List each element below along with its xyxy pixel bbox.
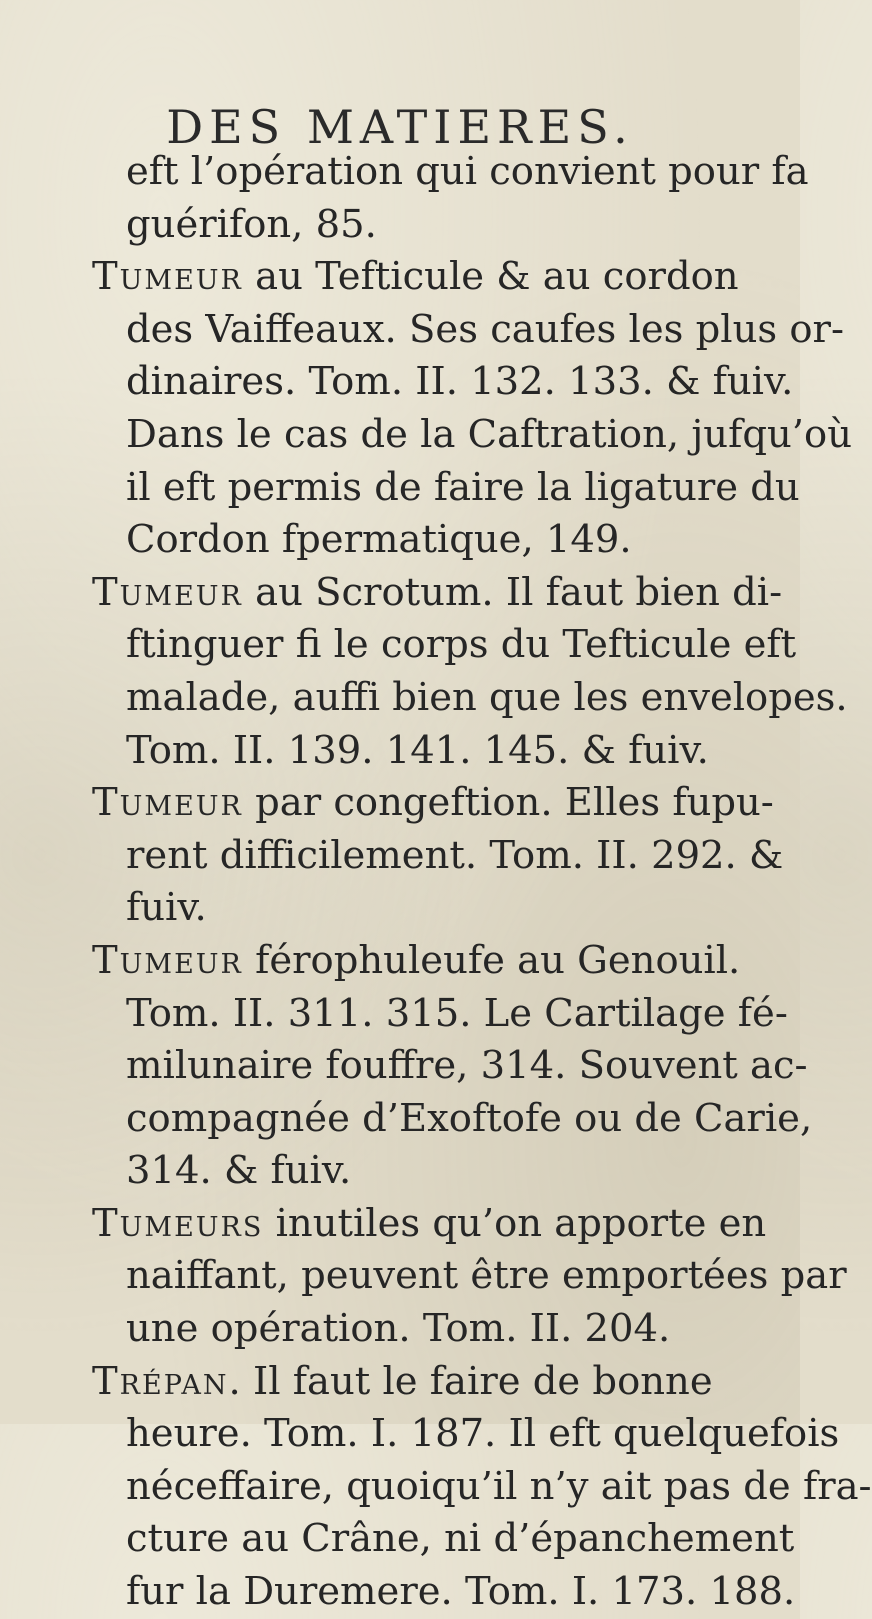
entry-text: il eft permis de faire la ligature du: [126, 464, 800, 510]
index-entries: [92, 146, 872, 1619]
index-entry-continuation: [92, 146, 809, 251]
entry-headword: Tumeur: [92, 780, 243, 826]
entry-text: au Tefticule & au cordon: [242, 254, 739, 300]
entry-text: 314. & fuiv.: [126, 1148, 352, 1194]
index-entry-tumeur-testicule: [92, 251, 852, 567]
text-line: [92, 1566, 796, 1619]
text-line: [92, 462, 800, 515]
entry-text: férophuleufe au Genouil.: [242, 937, 741, 983]
text-line: [92, 935, 764, 988]
entry-text: fur la Duremere. Tom. I. 173. 188.: [126, 1569, 796, 1615]
entry-text: dinaires. Tom. II. 132. 133. & fuiv.: [126, 359, 794, 405]
entry-text: naiffant, peuvent être emportées par: [126, 1253, 847, 1299]
entry-text: . Il faut le faire de bonne: [228, 1358, 713, 1404]
text-line: [92, 1408, 840, 1461]
text-line: [92, 146, 809, 199]
entry-text: Dans le cas de la Caftration, jufqu’où: [126, 411, 852, 457]
text-line: [92, 1198, 767, 1251]
entry-text: heure. Tom. I. 187. Il eft quelquefois: [126, 1411, 840, 1457]
entry-headword: Tumeurs: [92, 1200, 264, 1246]
text-line: [92, 199, 764, 252]
text-line: [92, 725, 764, 778]
text-line: [92, 1356, 764, 1409]
index-entry-tumeur-congestion: [92, 777, 784, 935]
entry-text: guérifon, 85.: [126, 201, 377, 247]
entry-headword: Tumeur: [92, 937, 243, 983]
entry-text: milunaire fouffre, 314. Souvent ac-: [126, 1043, 808, 1089]
index-entry-tumeurs-inutiles: [92, 1198, 847, 1356]
index-entry-tumeur-scrotum: [92, 567, 848, 777]
entry-text: compagnée d’Exoftofe ou de Carie,: [126, 1095, 813, 1141]
text-line: [92, 1513, 795, 1566]
entry-text: rent difficilement. Tom. II. 292. &: [126, 832, 784, 878]
text-line: [92, 1093, 813, 1146]
entry-text: Tom. II. 139. 141. 145. & fuiv.: [126, 727, 709, 773]
entry-text: cture au Crâne, ni d’épanchement: [126, 1516, 795, 1562]
text-line: [92, 882, 764, 935]
text-line: [92, 830, 784, 883]
entry-headword: Tumeur: [92, 254, 243, 300]
text-line: [92, 1461, 872, 1514]
entry-text: ftinguer fi le corps du Tefticule eft: [126, 622, 797, 668]
text-line: [92, 1040, 808, 1093]
text-line: [92, 672, 848, 725]
index-entry-trepan: [92, 1356, 872, 1619]
entry-text: eft l’opération qui convient pour fa: [126, 149, 809, 194]
entry-text: Cordon fpermatique, 149.: [126, 517, 632, 563]
text-line: [92, 251, 764, 304]
entry-text: par congeftion. Elles fupu-: [242, 780, 774, 826]
entry-text: inutiles qu’on apporte en: [263, 1200, 767, 1246]
text-line: [92, 567, 783, 620]
entry-text: au Scrotum. Il faut bien di-: [242, 569, 783, 615]
text-line: [92, 356, 794, 409]
entry-text: une opération. Tom. II. 204.: [126, 1306, 671, 1352]
text-line: [92, 988, 788, 1041]
text-line: [92, 1145, 764, 1198]
entry-text: malade, auffi bien que les envelopes.: [126, 674, 848, 720]
text-line: [92, 777, 774, 830]
text-line: [92, 409, 852, 462]
text-line: [92, 304, 844, 357]
entry-text: fuiv.: [126, 885, 207, 931]
text-line: [92, 1250, 847, 1303]
entry-text: Tom. II. 311. 315. Le Cartilage fé-: [126, 990, 788, 1036]
entry-headword: Tumeur: [92, 569, 243, 615]
entry-headword: Trépan: [92, 1358, 229, 1404]
text-line: [92, 514, 764, 567]
text-line: [92, 1303, 764, 1356]
text-line: [92, 619, 797, 672]
running-head: DES MATIERES.: [166, 100, 634, 154]
index-entry-tumeur-genouil: [92, 935, 813, 1198]
entry-text: des Vaiffeaux. Ses caufes les plus or-: [126, 306, 844, 352]
entry-text: néceffaire, quoiqu’il n’y ait pas de fra-: [126, 1463, 872, 1509]
